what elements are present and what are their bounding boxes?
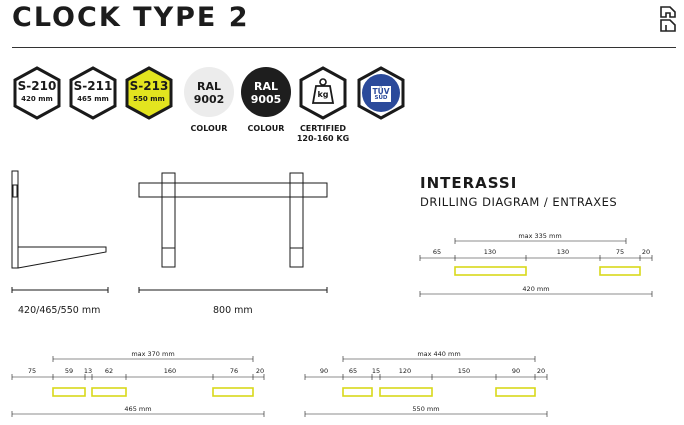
weight-unit: kg [317, 90, 329, 99]
dim-segment: 59 [64, 367, 74, 375]
weight-caption-line2: 120-160 KG [296, 134, 350, 143]
dim-segment: 75 [615, 248, 625, 256]
dim-segment: 15 [371, 367, 381, 375]
dim-segment: 130 [556, 248, 570, 256]
front-view-drawing [139, 173, 327, 293]
model-size: 550 mm [133, 95, 165, 103]
dim-segment: 62 [104, 367, 114, 375]
interassi-subtitle: DRILLING DIAGRAM / ENTRAXES [420, 195, 618, 209]
dim-segment: 20 [255, 367, 265, 375]
side-view-drawing [12, 171, 108, 293]
dim-total: 550 mm [412, 405, 440, 413]
ral-label: RAL [197, 80, 221, 93]
dim-segment: 65 [432, 248, 442, 256]
dim-segment: 90 [511, 367, 521, 375]
model-code: S-210 [17, 79, 57, 93]
dim-segment: 20 [536, 367, 546, 375]
tuv-label: TÜV [372, 87, 390, 96]
model-code: S-213 [129, 79, 169, 93]
tuv-sub: SÜD [374, 95, 388, 101]
dim-segment: 20 [641, 248, 651, 256]
dim-total: 420 mm [522, 285, 550, 293]
model-size: 465 mm [77, 95, 109, 103]
model-size: 420 mm [21, 95, 53, 103]
dim-segment: 120 [398, 367, 412, 375]
page-title: CLOCK TYPE 2 [12, 2, 250, 33]
front-view-dimension: 800 mm [213, 305, 253, 316]
dim-max: max 370 mm [131, 350, 175, 358]
dim-total: 465 mm [124, 405, 152, 413]
weight-caption-line1: CERTIFIED [299, 124, 347, 133]
dim-segment: 76 [229, 367, 239, 375]
side-view-dimension: 420/465/550 mm [18, 305, 101, 316]
dim-segment: 90 [319, 367, 329, 375]
dim-segment: 160 [163, 367, 177, 375]
ral-code: 9002 [193, 93, 225, 106]
interassi-title: INTERASSI [420, 174, 518, 192]
dim-max: max 440 mm [417, 350, 461, 358]
dim-segment: 13 [83, 367, 93, 375]
dim-segment: 75 [27, 367, 37, 375]
ral-label: RAL [254, 80, 278, 93]
colour-caption: COLOUR [247, 124, 285, 133]
dim-segment: 130 [483, 248, 497, 256]
ral-code: 9005 [250, 93, 282, 106]
colour-caption: COLOUR [190, 124, 228, 133]
model-code: S-211 [73, 79, 113, 93]
dim-max: max 335 mm [518, 232, 562, 240]
dim-segment: 150 [457, 367, 471, 375]
dim-segment: 65 [348, 367, 358, 375]
